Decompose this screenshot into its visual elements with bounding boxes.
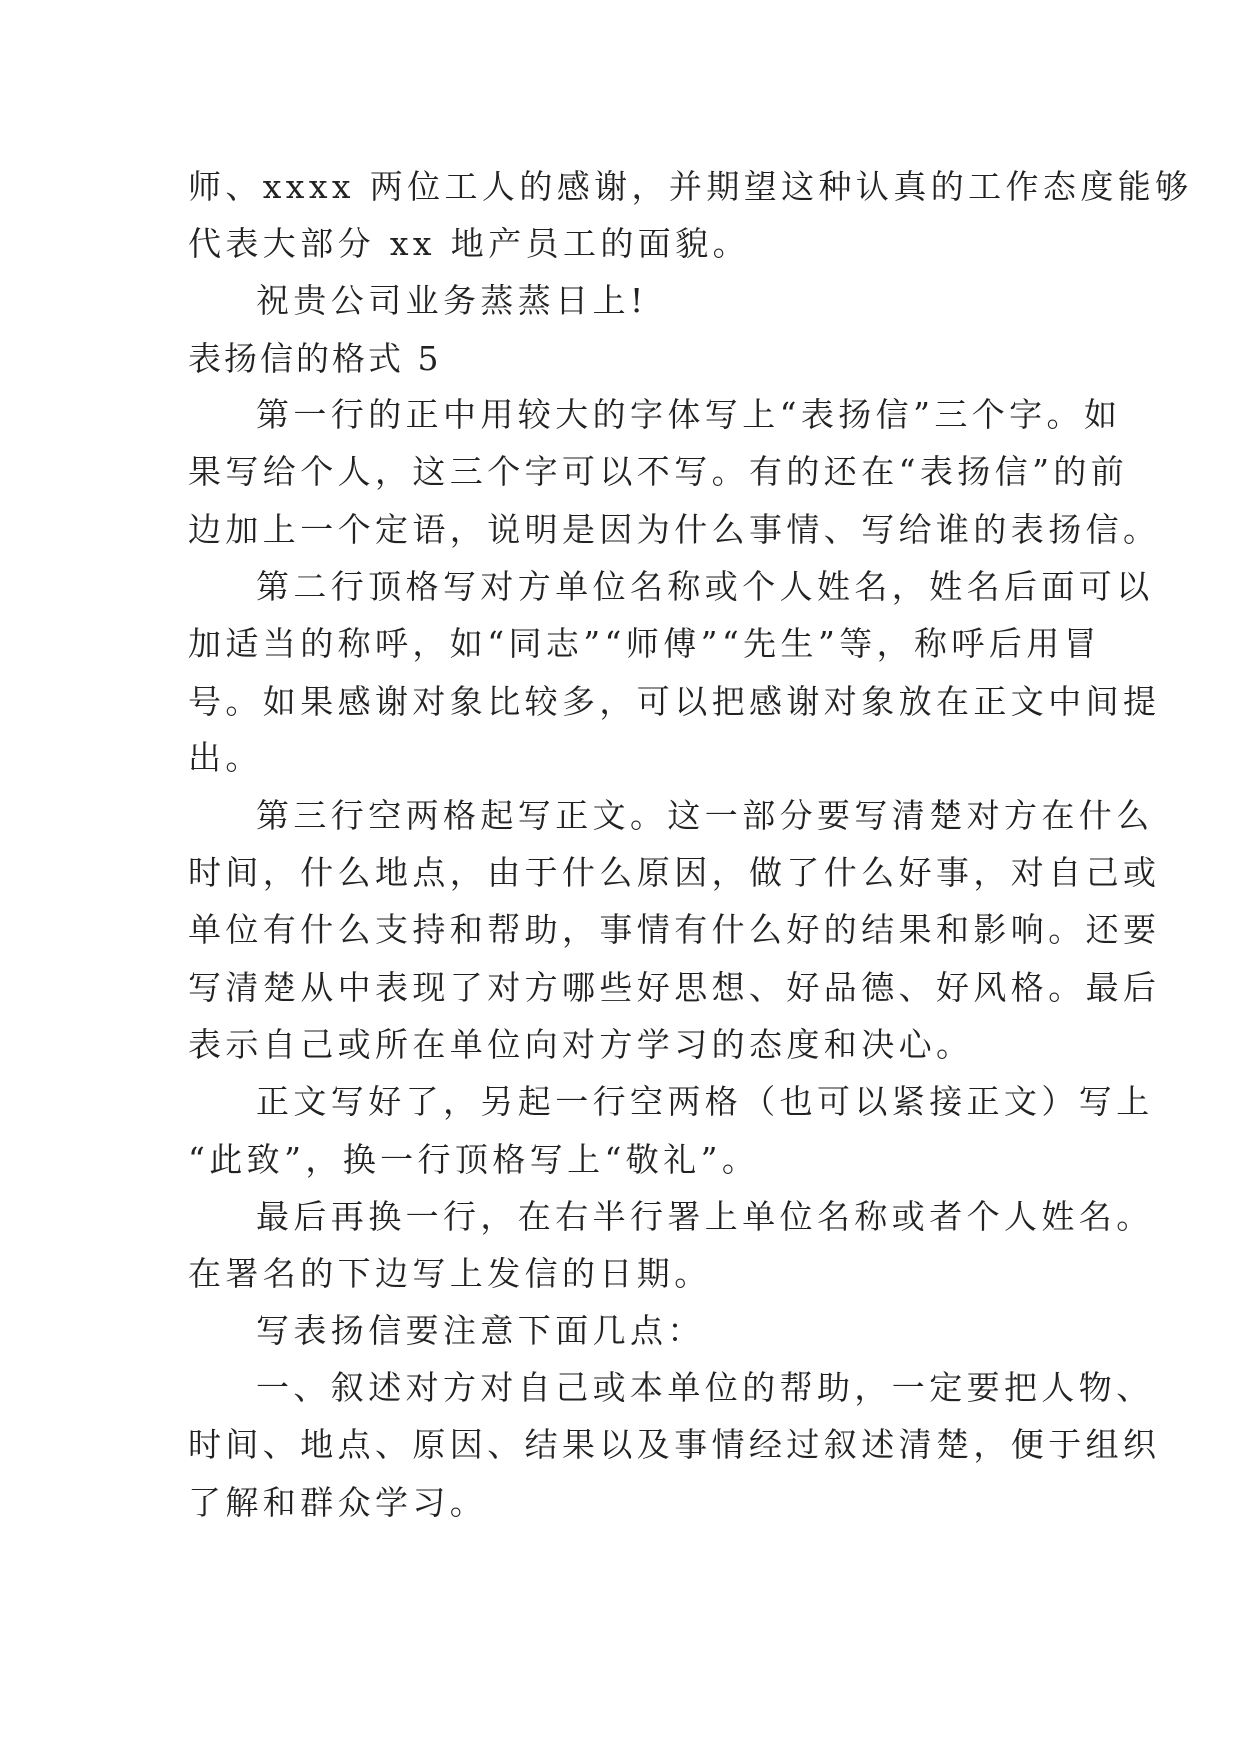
text-line: 时间，什么地点，由于什么原因，做了什么好事，对自己或 bbox=[188, 853, 1161, 892]
text-line: 正文写好了，另起一行空两格（也可以紧接正文）写上 bbox=[256, 1082, 1154, 1121]
text-line: 一、叙述对方对自己或本单位的帮助，一定要把人物、 bbox=[256, 1368, 1154, 1407]
text-line: 在署名的下边写上发信的日期。 bbox=[188, 1254, 712, 1293]
text-line: 写表扬信要注意下面几点： bbox=[256, 1311, 705, 1350]
text-line: 第三行空两格起写正文。这一部分要写清楚对方在什么 bbox=[256, 796, 1154, 835]
text-line: 第二行顶格写对方单位名称或个人姓名，姓名后面可以 bbox=[256, 567, 1154, 606]
text-line: 边加上一个定语，说明是因为什么事情、写给谁的表扬信。 bbox=[188, 510, 1161, 549]
text-line: “此致”，换一行顶格写上“敬礼”。 bbox=[188, 1140, 760, 1179]
text-line: 最后再换一行，在右半行署上单位名称或者个人姓名。 bbox=[256, 1197, 1154, 1236]
text-line: 号。如果感谢对象比较多，可以把感谢对象放在正文中间提 bbox=[188, 682, 1161, 721]
text-line: 时间、地点、原因、结果以及事情经过叙述清楚，便于组织 bbox=[188, 1425, 1161, 1464]
section-heading: 表扬信的格式 5 bbox=[188, 339, 442, 378]
text-line: 表示自己或所在单位向对方学习的态度和决心。 bbox=[188, 1025, 974, 1064]
text-line: 代表大部分 xx 地产员工的面貌。 bbox=[188, 224, 751, 263]
text-line: 祝贵公司业务蒸蒸日上! bbox=[256, 281, 648, 320]
text-line: 了解和群众学习。 bbox=[188, 1483, 488, 1522]
text-line: 写清楚从中表现了对方哪些好思想、好品德、好风格。最后 bbox=[188, 968, 1161, 1007]
text-line: 加适当的称呼，如“同志”“师傅”“先生”等，称呼后用冒 bbox=[188, 624, 1102, 663]
text-line: 果写给个人，这三个字可以不写。有的还在“表扬信”的前 bbox=[188, 452, 1129, 491]
text-line: 第一行的正中用较大的字体写上“表扬信”三个字。如 bbox=[256, 395, 1122, 434]
text-line: 出。 bbox=[188, 738, 263, 777]
text-line: 单位有什么支持和帮助，事情有什么好的结果和影响。还要 bbox=[188, 910, 1161, 949]
text-line: 师、xxxx 两位工人的感谢，并期望这种认真的工作态度能够 bbox=[188, 167, 1193, 206]
